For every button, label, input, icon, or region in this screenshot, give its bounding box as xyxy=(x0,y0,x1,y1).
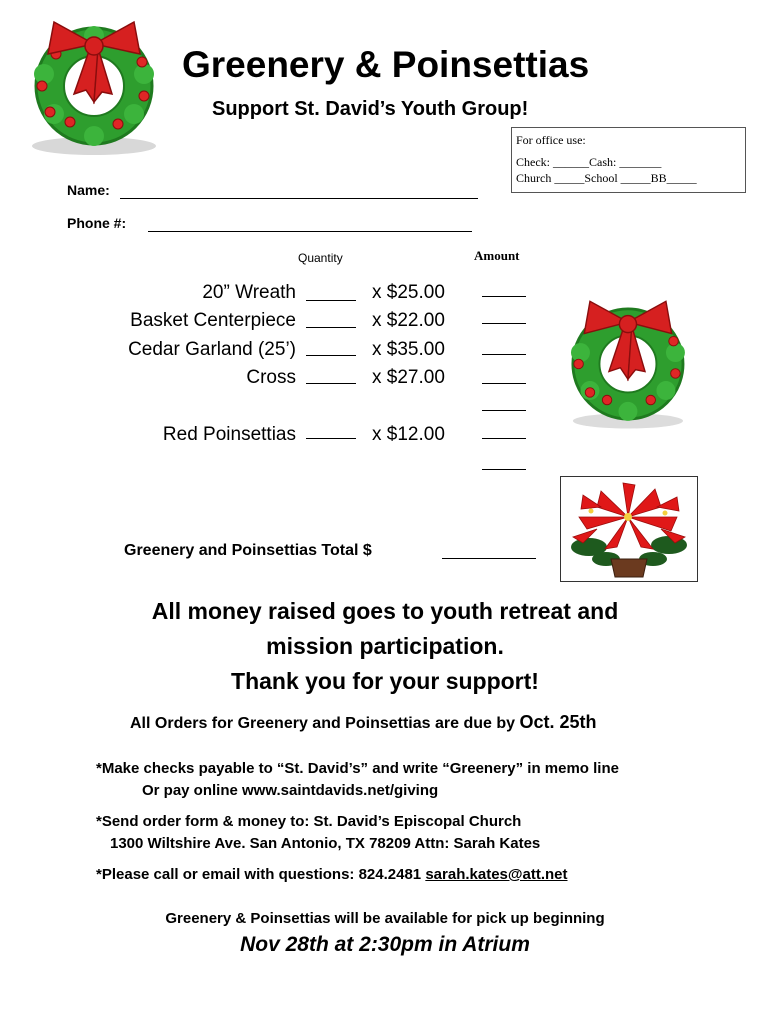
office-use-line-source: Church _____School _____BB_____ xyxy=(516,171,697,185)
message-line-2: mission participation. xyxy=(266,633,504,659)
page-subtitle: Support St. David’s Youth Group! xyxy=(212,98,529,120)
pickup-notice: Greenery & Poinsettias will be available for pick up beginning xyxy=(165,910,605,927)
amount-field-wreath[interactable] xyxy=(482,296,526,297)
due-text: All Orders for Greenery and Poinsettias are due by xyxy=(130,715,520,732)
quantity-field-poinsettias[interactable] xyxy=(306,438,356,439)
quantity-field-garland[interactable] xyxy=(306,355,356,356)
amount-field-centerpiece[interactable] xyxy=(482,323,526,324)
quantity-field-centerpiece[interactable] xyxy=(306,327,356,328)
email-link[interactable]: sarah.kates@att.net xyxy=(425,866,568,883)
item-poinsettias-label: Red Poinsettias xyxy=(162,424,296,445)
poinsettia-icon xyxy=(561,477,696,580)
note-contact xyxy=(96,866,568,883)
amount-field-garland[interactable] xyxy=(482,354,526,355)
item-poinsettias-price: x $12.00 xyxy=(372,424,445,445)
name-label: Name: xyxy=(67,182,110,198)
poinsettia-image-frame xyxy=(560,476,698,582)
note-send: *Send order form & money to: St. David’s Episcopal Church xyxy=(96,813,522,830)
office-use-box xyxy=(511,127,746,193)
pickup-date: Nov 28th at 2:30pm in Atrium xyxy=(240,933,530,956)
item-cross-price: x $27.00 xyxy=(372,367,445,388)
amount-header: Amount xyxy=(474,248,520,263)
message-line-3: Thank you for your support! xyxy=(231,668,539,694)
item-garland-price: x $35.00 xyxy=(372,339,445,360)
office-use-heading: For office use: xyxy=(516,133,586,147)
note-address: 1300 Wiltshire Ave. San Antonio, TX 78209 Attn: Sarah Kates xyxy=(110,835,541,852)
quantity-field-cross[interactable] xyxy=(306,383,356,384)
item-centerpiece-price: x $22.00 xyxy=(372,310,445,331)
name-field[interactable] xyxy=(120,181,478,199)
phone-field[interactable] xyxy=(148,214,472,232)
wreath-icon xyxy=(14,14,172,160)
office-use-line-payment: Check: ______Cash: _______ xyxy=(516,155,662,169)
amount-field-extra-2[interactable] xyxy=(482,469,526,470)
item-garland-label: Cedar Garland (25’) xyxy=(128,339,296,360)
amount-field-cross[interactable] xyxy=(482,383,526,384)
item-wreath-price: x $25.00 xyxy=(372,282,445,303)
note-checks: *Make checks payable to “St. David’s” and write “Greenery” in memo line xyxy=(96,760,619,777)
item-centerpiece-label: Basket Centerpiece xyxy=(130,310,296,331)
amount-field-extra[interactable] xyxy=(482,410,526,411)
message-line-1: All money raised goes to youth retreat and xyxy=(151,598,619,624)
total-field[interactable] xyxy=(442,558,536,559)
quantity-field-wreath[interactable] xyxy=(306,300,356,301)
total-label: Greenery and Poinsettias Total $ xyxy=(124,542,372,559)
wreath-icon xyxy=(552,292,702,434)
item-cross-label: Cross xyxy=(246,367,296,388)
contact-text: *Please call or email with questions: 824.2481 xyxy=(96,866,426,883)
amount-field-poinsettias[interactable] xyxy=(482,438,526,439)
note-online: Or pay online www.saintdavids.net/giving xyxy=(142,782,439,799)
item-wreath-label: 20” Wreath xyxy=(202,282,296,303)
page-title: Greenery & Poinsettias xyxy=(182,44,590,85)
phone-label: Phone #: xyxy=(67,215,127,231)
due-date: Oct. 25th xyxy=(519,712,597,732)
due-notice xyxy=(130,712,597,733)
quantity-header: Quantity xyxy=(298,251,343,265)
